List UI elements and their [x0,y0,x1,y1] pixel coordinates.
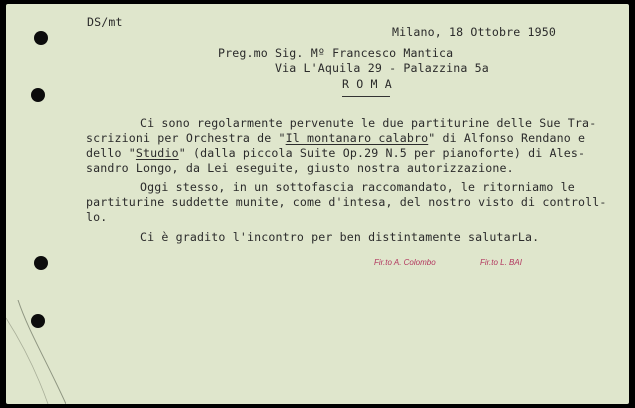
body-line [86,147,585,160]
recipient-name: Preg.mo Sig. Mº Francesco Mantica [218,46,454,60]
body-line: lo. [86,210,108,224]
body-text: " (dalla piccola Suite Op.29 N.5 per pianoforte) di Ales- [178,146,586,160]
body-line: partiturine suddette munite, come d'intesa, del nostro visto di controll- [86,195,607,209]
body-line [86,132,585,145]
punch-hole-2 [31,88,45,102]
reference-code: DS/mt [87,15,123,29]
punch-hole-3 [34,256,48,270]
place-date: Milano, 18 Ottobre 1950 [392,25,556,39]
body-text: " di Alfonso Rendano e [428,131,586,145]
body-line: sandro Longo, da Lei eseguite, giusto nostra autorizzazione. [86,161,514,175]
recipient-address: Via L'Aquila 29 - Palazzina 5a [275,61,489,75]
work-title-montanaro: Il montanaro calabro [285,131,429,145]
body-line: Ci sono regolarmente pervenute le due partiturine delle Sue Tra- [140,116,597,130]
recipient-city: R O M A [342,77,392,91]
signature-bai: Fir.to L. BAI [480,258,522,267]
punch-hole-4 [31,314,45,328]
city-underline [342,96,390,97]
body-text: dello " [86,146,136,160]
signature-colombo: Fir.to A. Colombo [374,258,436,267]
work-title-studio: Studio [135,146,179,160]
closing-line: Ci è gradito l'incontro per ben distintamente salutarLa. [140,230,540,244]
body-text: scrizioni per Orchestra de " [86,131,286,145]
punch-hole-1 [34,31,48,45]
body-line: Oggi stesso, in un sottofascia raccomandato, le ritorniamo le [140,180,575,194]
